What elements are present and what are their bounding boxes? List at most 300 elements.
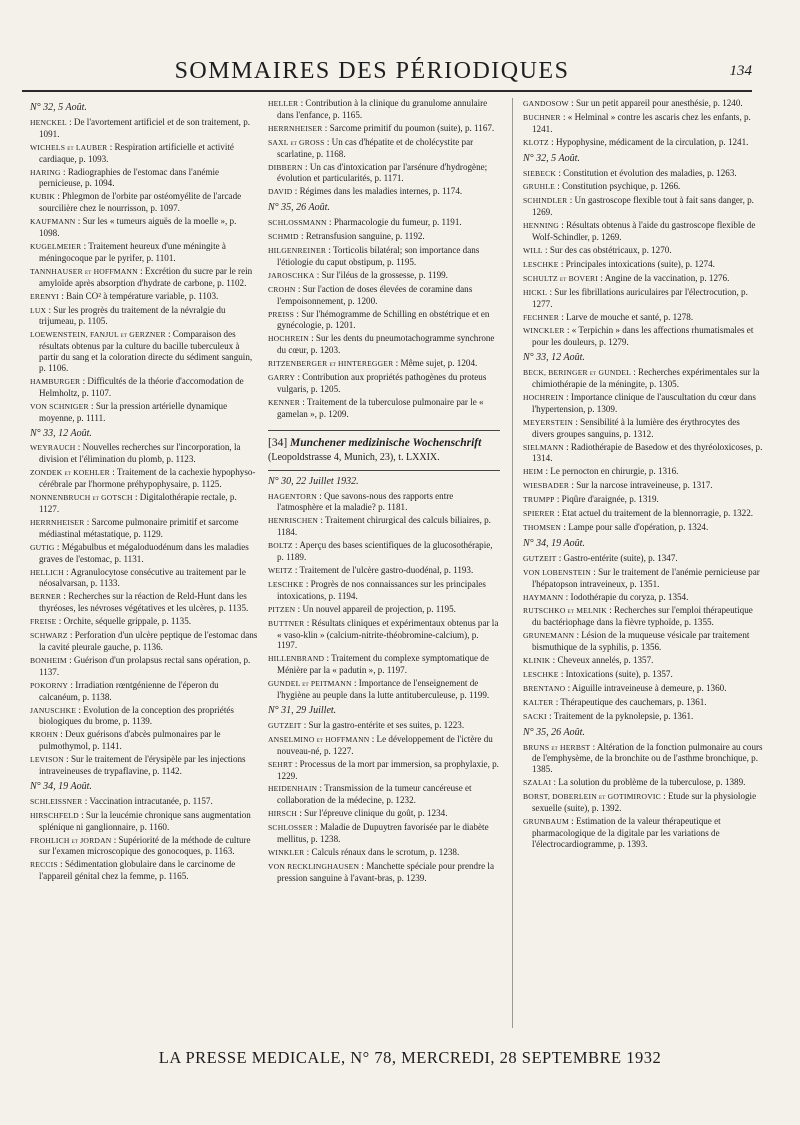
page-header — [22, 46, 752, 92]
article-entry — [30, 567, 258, 590]
article-title: Maladie de Dupuytren favorisée par le diabète mellitus, p. 1238. — [277, 822, 489, 845]
separator: : — [76, 704, 84, 715]
article-entry — [523, 567, 763, 590]
article-author: SCHMID — [268, 232, 299, 242]
separator: : — [67, 630, 75, 641]
separator: : — [298, 98, 306, 108]
article-title: Mégabulbus et mégaloduodénum dans les maladies graves de l'estomac, p. 1131. — [39, 541, 249, 564]
issue-heading: N° 35, 26 Août. — [523, 726, 585, 738]
article-title: Sur les fibrillations auriculaires par l'électrocution, p. 1277. — [532, 286, 748, 309]
article-author: LUX — [30, 305, 47, 315]
article-author: HICKL — [523, 287, 548, 297]
article-author: TRUMPP — [523, 495, 555, 505]
article-author: LEVISON — [30, 755, 64, 765]
article-title: De l'avortement artificiel et de son traitement, p. 1091. — [39, 116, 251, 139]
article-author: HENRISCHEN — [268, 516, 319, 526]
separator: : — [554, 508, 562, 519]
article-author: WINKLER — [268, 847, 305, 857]
article-entry — [268, 231, 500, 243]
article-entry — [30, 835, 258, 858]
separator: : — [590, 566, 599, 577]
article-entry — [268, 759, 500, 782]
article-title: « Helminal » contre les ascaris chez les enfants, p. 1241. — [532, 111, 751, 134]
article-author: HEIM — [523, 467, 544, 477]
separator: : — [359, 860, 367, 871]
article-title: Sur l'iléus de la grossesse, p. 1199. — [321, 269, 448, 280]
article-author: HAGENTORN — [268, 491, 317, 501]
separator: : — [567, 195, 575, 206]
article-entry — [268, 270, 500, 282]
article-title: Sur l'épreuve clinique du goût, p. 1234. — [304, 808, 448, 819]
separator: : — [61, 591, 69, 602]
article-title: Sur la narcose intraveineuse, p. 1317. — [576, 480, 713, 491]
separator: : — [326, 244, 333, 255]
separator: : — [563, 591, 571, 602]
article-title: Calculs rénaux dans le scrotum, p. 1238. — [311, 846, 460, 857]
article-author: SACKI — [523, 711, 547, 721]
article-entry — [268, 284, 500, 307]
article-author: WEITZ — [268, 566, 293, 575]
separator: : — [295, 372, 303, 383]
journal-title — [268, 436, 500, 465]
article-author: SCHINDLER — [523, 196, 568, 206]
article-author: GRUNEMANN — [523, 631, 575, 641]
article-author: PREISS — [268, 309, 295, 319]
article-entry — [523, 220, 763, 243]
issue-heading: N° 31, 29 Juillet. — [268, 704, 337, 716]
article-entry — [523, 522, 763, 534]
issue-heading: N° 30, 22 Juillet 1932. — [268, 475, 359, 487]
article-entry — [268, 372, 500, 395]
separator: : — [292, 186, 300, 197]
article-title: Résultats cliniques et expérimentaux obtenus par la « vaso-klin » (calcium-nitrite-théobromine-calcium), p. 1197. — [277, 617, 499, 651]
article-author: BERNER — [30, 592, 62, 602]
article-title: Guérison d'un prolapsus rectal sans opération, p. 1137. — [39, 654, 251, 677]
separator: : — [318, 515, 326, 526]
article-author: GRUHLE — [523, 182, 555, 192]
separator: : — [54, 541, 62, 552]
article-author: BOLTZ — [268, 541, 293, 551]
article-author: LOEWENSTEIN, FANJUL et GERZNER — [30, 330, 166, 340]
article-author: WICHELS et LAUBER — [30, 142, 108, 152]
article-author: RECCIS — [30, 860, 58, 870]
article-title: Piqûre d'araignée, p. 1319. — [561, 494, 659, 505]
article-author: NONNENBRUCH et GOTSCH — [30, 493, 133, 503]
article-title: Recherches sur la réaction de Reld-Hunt dans les thyréoses, les névroses végétatives et les ulcères, p. 1135. — [39, 591, 249, 614]
article-title: Un cas d'intoxication par l'arsénure d'hydrogène; évolution et particularités, p. 1171. — [277, 161, 488, 184]
separator: : — [46, 304, 54, 315]
article-author: HENCKEL — [30, 117, 67, 127]
separator: : — [558, 668, 566, 679]
separator: : — [560, 111, 568, 122]
column-3 — [512, 98, 763, 1028]
separator: : — [543, 466, 551, 477]
separator: : — [81, 240, 89, 251]
article-title: Processus de la mort par immersion, sa prophylaxie, p. 1229. — [277, 758, 499, 781]
separator: : — [59, 290, 67, 301]
article-author: KUBIK — [30, 192, 56, 202]
article-author: KLOTZ — [523, 137, 549, 147]
separator: : — [322, 122, 330, 133]
article-author: VON SCHNIGER — [30, 401, 89, 411]
article-entry — [30, 796, 258, 808]
article-title: Traitement heureux d'une méningite à méningocoque par le pyrifer, p. 1101. — [39, 240, 226, 263]
separator: : — [88, 400, 96, 411]
article-title: La solution du problème de la tuberculose, p. 1389. — [558, 777, 746, 788]
article-title: Recherches sur l'emploi thérapeutique du bactériophage dans la fièvre typhoïde, p. 1355. — [532, 605, 753, 628]
article-author: KUGELMEIER — [30, 241, 82, 251]
separator: : — [573, 416, 581, 427]
separator: : — [568, 815, 576, 826]
article-entry — [30, 329, 258, 374]
article-title: Deux guérisons d'abcès pulmonaires par le pulmothymol, p. 1141. — [39, 729, 221, 752]
article-author: JANUSCHKE — [30, 705, 77, 715]
article-entry — [268, 678, 500, 701]
separator: : — [75, 216, 83, 227]
article-entry — [268, 123, 500, 135]
article-entry — [268, 137, 500, 160]
separator: : — [292, 758, 300, 769]
article-title: Sur un petit appareil pour anesthésie, p. 1240. — [575, 98, 743, 108]
column-2 — [268, 98, 500, 1028]
article-author: GUTIG — [30, 542, 55, 552]
separator: : — [107, 141, 115, 152]
running-title: SOMMAIRES DES PÉRIODIQUES — [174, 58, 570, 84]
article-title: Difficultés de la théorie d'accomodation de Helmholtz, p. 1107. — [39, 375, 244, 398]
article-title: Irradiation rœntgénienne de l'éperon du calcanéum, p. 1138. — [39, 679, 219, 702]
article-title: Contribution aux propriétés pathogènes du proteus vulgaris, p. 1205. — [277, 372, 487, 394]
article-author: HAYMANN — [523, 592, 564, 602]
article-title: Sur l'hémogramme de Schilling en obstétrique et en gynécologie, p. 1201. — [277, 308, 490, 331]
article-entry — [30, 216, 258, 239]
article-title: Traitement chirurgical des calculs biliaires, p. 1184. — [277, 515, 491, 538]
article-entry — [268, 515, 500, 538]
article-entry — [523, 245, 763, 257]
article-author: GARRY — [268, 373, 296, 383]
article-author: LESCHKE — [268, 579, 304, 589]
article-title: Le pernocton en chirurgie, p. 1316. — [550, 466, 679, 477]
separator: : — [559, 220, 567, 231]
article-title: Larve de mouche et santé, p. 1278. — [566, 311, 694, 322]
article-entry — [523, 553, 763, 565]
article-title: Sur l'action de doses élevées de coramine dans l'empoisonnement, p. 1200. — [277, 283, 473, 306]
article-author: HERRNHEISER — [30, 517, 85, 527]
article-entry — [523, 816, 763, 850]
article-entry — [268, 98, 500, 121]
page-number: 134 — [729, 63, 752, 79]
article-author: BORST, DOBERLEIN et GOTIMIROVIC — [523, 792, 661, 802]
article-title: Torticolis bilatéral; son importance dans l'étiologie du caput obstipum, p. 1195. — [277, 244, 480, 267]
separator: : — [63, 566, 71, 577]
article-author: HOCHREIN — [268, 334, 309, 344]
separator: : — [317, 783, 325, 794]
article-author: SAXL et GROSS — [268, 137, 325, 147]
separator: : — [590, 741, 597, 752]
article-title: Sur le traitement de l'anémie pernicieuse par l'hépatopson intraveineux, p. 1351. — [532, 566, 760, 589]
article-author: BUTTNER — [268, 618, 305, 628]
article-author: WILL — [523, 245, 543, 255]
article-title: Radiographies de l'estomac dans l'anémie pernicieuse, p. 1094. — [39, 166, 220, 189]
article-entry — [30, 376, 258, 399]
article-author: HAMBURGER — [30, 376, 81, 386]
separator: : — [302, 161, 310, 172]
article-entry — [30, 401, 258, 424]
article-entry — [268, 565, 500, 577]
article-title: Importance de l'enseignement de l'hygiène au peuple dans la lutte antituberculeuse, p. 1199. — [277, 678, 490, 701]
separator: : — [301, 719, 309, 730]
issue-heading: N° 33, 12 Août. — [30, 427, 92, 439]
article-title: Agranulocytose consécutive au traitement par le néosalvarsan, p. 1133. — [39, 566, 246, 589]
article-entry — [268, 653, 500, 676]
article-author: GUNDEL et PEITMANN — [268, 679, 352, 689]
separator: : — [297, 808, 305, 819]
article-title: Phlegmon de l'orbite par ostéomyélite de l'arcade sourcilière chez le nourrisson, p. 1097. — [39, 191, 242, 214]
article-author: SIELMANN — [523, 442, 564, 452]
article-title: Nouvelles recherches sur l'incorporation, la division et l'élimination du plomb, p. 1123. — [39, 442, 241, 465]
article-title: Angine de la vaccination, p. 1276. — [604, 272, 730, 283]
article-entry — [30, 241, 258, 264]
issue-heading: N° 34, 19 Août. — [523, 537, 585, 549]
page-footer: LA PRESSE MEDICALE, N° 78, MERCREDI, 28 SEPTEMBRE 1932 — [158, 1048, 662, 1067]
article-title: Traitement de la tuberculose pulmonaire par le « gamelan », p. 1209. — [277, 396, 484, 419]
article-title: Résultats obtenus à l'aide du gastroscope flexible de Wolf-Schindler, p. 1269. — [532, 220, 756, 243]
issue-heading: N° 33, 12 Août. — [523, 352, 585, 364]
separator: : — [393, 358, 401, 369]
separator: : — [598, 272, 605, 283]
article-entry — [30, 705, 258, 728]
article-author: HIRSCH — [268, 809, 298, 819]
article-author: BUCHNER — [523, 112, 561, 122]
article-title: Bain CO² à température variable, p. 1103. — [66, 290, 219, 301]
article-entry — [523, 683, 763, 695]
article-title: Altération de la fonction pulmonaire au cours de l'emphysème, de la bronchite ou de l'asthme bronchique, p. 1385. — [532, 741, 763, 775]
article-title: Gastro-entérite (suite), p. 1347. — [563, 552, 678, 563]
separator: : — [630, 367, 639, 378]
article-title: Pharmacologie du fumeur, p. 1191. — [333, 217, 462, 228]
separator: : — [57, 859, 65, 870]
article-title: Retransfusion sanguine, p. 1192. — [305, 231, 425, 242]
article-author: LESCHKE — [523, 669, 559, 679]
article-author: SCHULTZ et BOVERI — [523, 273, 599, 283]
separator: : — [351, 678, 359, 689]
separator: : — [312, 822, 320, 833]
article-author: SPIERER — [523, 509, 555, 519]
article-author: WIESBADER — [523, 481, 570, 491]
article-title: Manchette spéciale pour prendre la pression sanguine à l'avant-bras, p. 1239. — [277, 860, 494, 883]
issue-heading: N° 32, 5 Août. — [523, 152, 580, 164]
article-entry — [268, 491, 500, 514]
article-author: GUTZEIT — [523, 553, 557, 563]
separator: : — [326, 217, 334, 228]
article-author: GANDOSOW — [523, 99, 569, 108]
article-title: Etude sur la physiologie sexuelle (suite), p. 1392. — [532, 791, 757, 814]
article-title: Un nouvel appareil de projection, p. 1195. — [302, 603, 456, 614]
article-entry — [523, 417, 763, 440]
article-author: WEYRAUCH — [30, 443, 76, 453]
article-author: THOMSEN — [523, 523, 562, 532]
article-author: ERENYI — [30, 291, 60, 301]
separator: : — [56, 616, 64, 627]
separator: : — [78, 809, 86, 820]
article-title: Constitution psychique, p. 1266. — [562, 181, 681, 192]
separator: : — [111, 834, 119, 845]
article-title: Traitement de l'ulcère gastro-duodénal, p. 1193. — [299, 565, 474, 575]
separator: : — [542, 244, 550, 255]
article-entry — [268, 358, 500, 370]
separator: : — [574, 630, 582, 641]
separator: : — [555, 181, 563, 192]
separator: : — [165, 329, 173, 340]
article-title: Sur les progrès du traitement de la névralgie du trijumeau, p. 1105. — [39, 304, 226, 327]
article-entry — [30, 492, 258, 515]
article-author: DIBBERN — [268, 162, 303, 172]
article-title: Intoxications (suite), p. 1357. — [565, 668, 673, 679]
article-title: Orchite, séquelle grippale, p. 1135. — [63, 616, 192, 627]
article-entry — [523, 181, 763, 193]
column-1 — [30, 98, 258, 1028]
article-title: « Terpichin » dans les affections rhumatismales et pour les douleurs, p. 1279. — [532, 325, 754, 348]
article-entry — [268, 783, 500, 806]
article-title: Perforation d'un ulcère peptique de l'estomac dans la cavité pleurale gauche, p. 1136. — [39, 630, 258, 652]
article-entry — [523, 287, 763, 310]
article-entry — [30, 191, 258, 214]
article-title: Radiothérapie de Basedow et des thyréoloxicoses, p. 1314. — [532, 441, 763, 464]
separator: : — [563, 391, 571, 402]
article-entry — [268, 618, 500, 652]
article-entry — [30, 167, 258, 190]
article-entry — [523, 655, 763, 667]
article-author: JAROSCHKA — [268, 270, 315, 280]
article-entry — [268, 579, 500, 602]
separator: : — [132, 492, 140, 503]
article-entry — [523, 392, 763, 415]
separator: : — [565, 682, 572, 693]
article-title: Aperçu des bases scientifiques de la glucosothérapie, p. 1189. — [277, 540, 493, 563]
separator: : — [308, 333, 316, 344]
separator: : — [546, 710, 554, 721]
article-title: Sur le traitement de l'érysipèle par les injections intraveineuses de trypaflavine, p. 1142. — [39, 754, 246, 777]
article-entry — [268, 162, 500, 185]
separator: : — [66, 116, 74, 127]
article-entry — [268, 540, 500, 563]
separator: : — [316, 490, 324, 501]
separator: : — [63, 754, 71, 765]
article-entry — [523, 605, 763, 628]
article-title: Un cas d'hépatite et de cholécystite par scarlatine, p. 1168. — [277, 136, 474, 159]
article-author: FREISE — [30, 617, 57, 627]
article-author: HOCHREIN — [523, 392, 564, 402]
article-entry — [30, 266, 258, 289]
article-entry — [523, 791, 763, 814]
separator: : — [109, 467, 117, 478]
article-author: HEIDENHAIN — [268, 784, 318, 794]
article-title: Hypophysine, médicament de la circulation, p. 1241. — [555, 136, 749, 147]
article-entry — [523, 137, 763, 149]
article-entry — [30, 517, 258, 540]
article-entry — [523, 168, 763, 180]
article-author: HILGENREINER — [268, 245, 327, 255]
article-entry — [523, 697, 763, 709]
article-author: SCHWARZ — [30, 631, 68, 641]
separator: : — [563, 441, 571, 452]
article-author: KENNER — [268, 397, 300, 407]
separator: : — [66, 654, 74, 665]
article-author: BRENTANO — [523, 683, 566, 693]
article-title: Sédimentation globulaire dans le carcinome de l'appareil génital chez la femme, p. 1165. — [39, 859, 236, 882]
article-entry — [30, 591, 258, 614]
article-title: Contribution à la clinique du granulome annulaire dans l'enfance, p. 1165. — [277, 98, 488, 120]
article-title: Progrès de nos connaissances sur les principales intoxications, p. 1194. — [277, 578, 486, 601]
separator: : — [55, 191, 63, 202]
issue-heading: N° 35, 26 Août. — [268, 202, 330, 214]
article-title: Sur la leucémie chronique sans augmentation splénique ni ganglionnaire, p. 1160. — [39, 809, 251, 832]
article-title: Sur des cas obstétricaux, p. 1270. — [549, 244, 672, 255]
separator: : — [553, 696, 561, 707]
separator: : — [548, 136, 556, 147]
article-author: SCHLOSSMANN — [268, 218, 327, 228]
separator: : — [295, 283, 303, 294]
article-title: Importance clinique de l'auscultation du cœur dans l'hypertension, p. 1309. — [532, 391, 756, 414]
article-title: Digitalothérapie rectale, p. 1127. — [39, 492, 237, 514]
article-entry — [523, 325, 763, 348]
article-entry — [268, 217, 500, 229]
article-title: Lésion de la muqueuse vésicale par traitement bismuthique de la syphilis, p. 1356. — [532, 630, 750, 653]
article-entry — [30, 680, 258, 703]
separator: : — [569, 480, 577, 491]
separator: : — [298, 231, 306, 242]
article-author: RUTSCHKO et MELNIK — [523, 606, 607, 616]
article-author: KAUFMANN — [30, 217, 76, 227]
article-title: Excrétion du sucre par le rein amyloïde après absorption d'hydrate de carbone, p. 1102. — [39, 265, 253, 288]
separator: : — [75, 442, 83, 453]
article-title: Sarcome pulmonaire primitif et sarcome médiastinal métastatique, p. 1129. — [39, 516, 239, 539]
article-entry — [523, 508, 763, 520]
article-title: Recherches expérimentales sur la chimiothérapie de la méningite, p. 1305. — [532, 367, 760, 390]
article-author: BONHEIM — [30, 655, 67, 665]
article-author: HIRSCHFELD — [30, 810, 79, 820]
article-title: Comparaison des résultats obtenus par la culture du bacille tuberculeux à partir du sang et la coloration directe du sédiment sanguin, p. 1106. — [39, 329, 253, 374]
article-title: Thérapeutique des cauchemars, p. 1361. — [560, 696, 707, 707]
article-entry — [523, 259, 763, 271]
separator: : — [292, 540, 300, 551]
journal-number: [34] — [268, 436, 288, 449]
separator: : — [369, 733, 377, 744]
article-entry — [30, 305, 258, 328]
separator: : — [556, 167, 564, 178]
separator: : — [314, 269, 322, 280]
article-title: Même sujet, p. 1204. — [400, 358, 478, 369]
journal-address: (Leopoldstrasse 4, Munich, 23), t. LXXIX. — [268, 451, 440, 463]
separator: : — [300, 396, 307, 407]
article-title: Que savons-nous des rapports entre l'atmosphère et la maladie? p. 1181. — [277, 490, 454, 513]
article-title: Estimation de la valeur thérapeutique et pharmacologique de la digitale par les variations de l'électrocardiogramme, p. 1393. — [532, 815, 721, 849]
article-author: HELLICH — [30, 567, 64, 577]
article-entry — [30, 442, 258, 465]
article-entry — [523, 480, 763, 492]
article-entry — [523, 494, 763, 506]
article-entry — [268, 309, 500, 332]
article-entry — [523, 195, 763, 218]
article-entry — [523, 367, 763, 390]
article-title: Iodothérapie du coryza, p. 1354. — [570, 591, 689, 602]
article-entry — [523, 442, 763, 465]
separator: : — [294, 308, 302, 319]
article-author: WINCKLER — [523, 326, 565, 336]
article-title: Respiration artificielle et activité cardiaque, p. 1093. — [39, 141, 234, 164]
separator: : — [82, 795, 90, 806]
article-entry — [523, 466, 763, 478]
article-author: SCHLOSSER — [268, 823, 313, 833]
